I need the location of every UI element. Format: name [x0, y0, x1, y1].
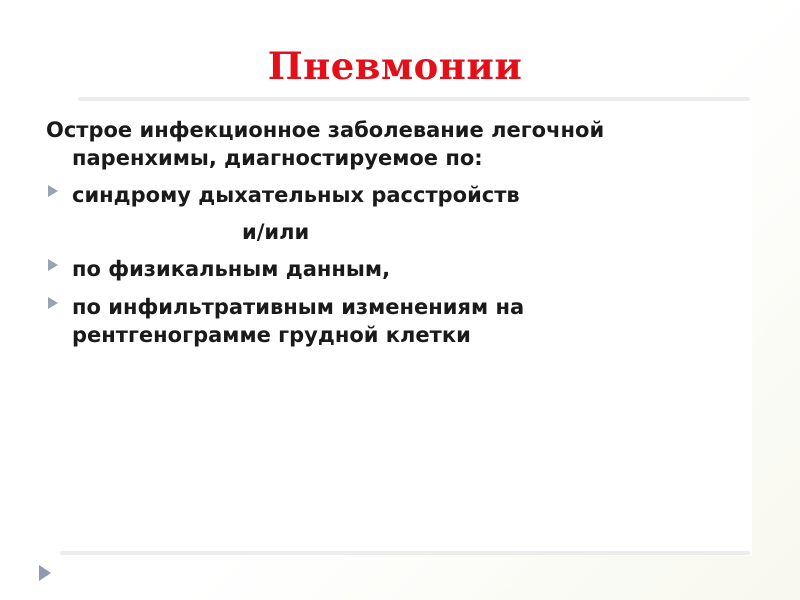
- list-item-text: по физикальным данным,: [72, 257, 391, 282]
- triangle-bullet-icon: [48, 185, 58, 197]
- top-divider: [78, 97, 750, 101]
- list-item-respiratory: [46, 181, 726, 209]
- list-item-text-line1: по инфильтративным изменениям на: [72, 294, 525, 319]
- slide-body: [46, 116, 726, 358]
- list-item-xray: [46, 293, 726, 350]
- criteria-list-continued: [46, 255, 726, 349]
- list-item-text-line2: рентгенограмме грудной клетки: [72, 323, 471, 348]
- triangle-bullet-icon: [48, 297, 58, 309]
- slide-title: Пневмонии: [267, 44, 523, 88]
- bottom-divider: [60, 551, 750, 555]
- connector-text: и/или: [242, 220, 310, 245]
- next-slide-icon[interactable]: [39, 565, 51, 581]
- criteria-list: [46, 181, 726, 209]
- list-item-physical: [46, 255, 726, 283]
- triangle-bullet-icon: [48, 259, 58, 271]
- intro-text-line1: Острое инфекционное заболевание легочной: [46, 118, 605, 142]
- list-item-text: синдрому дыхательных расстройств: [72, 182, 520, 207]
- intro-text-line2: паренхимы, диагностируемое по:: [72, 146, 483, 171]
